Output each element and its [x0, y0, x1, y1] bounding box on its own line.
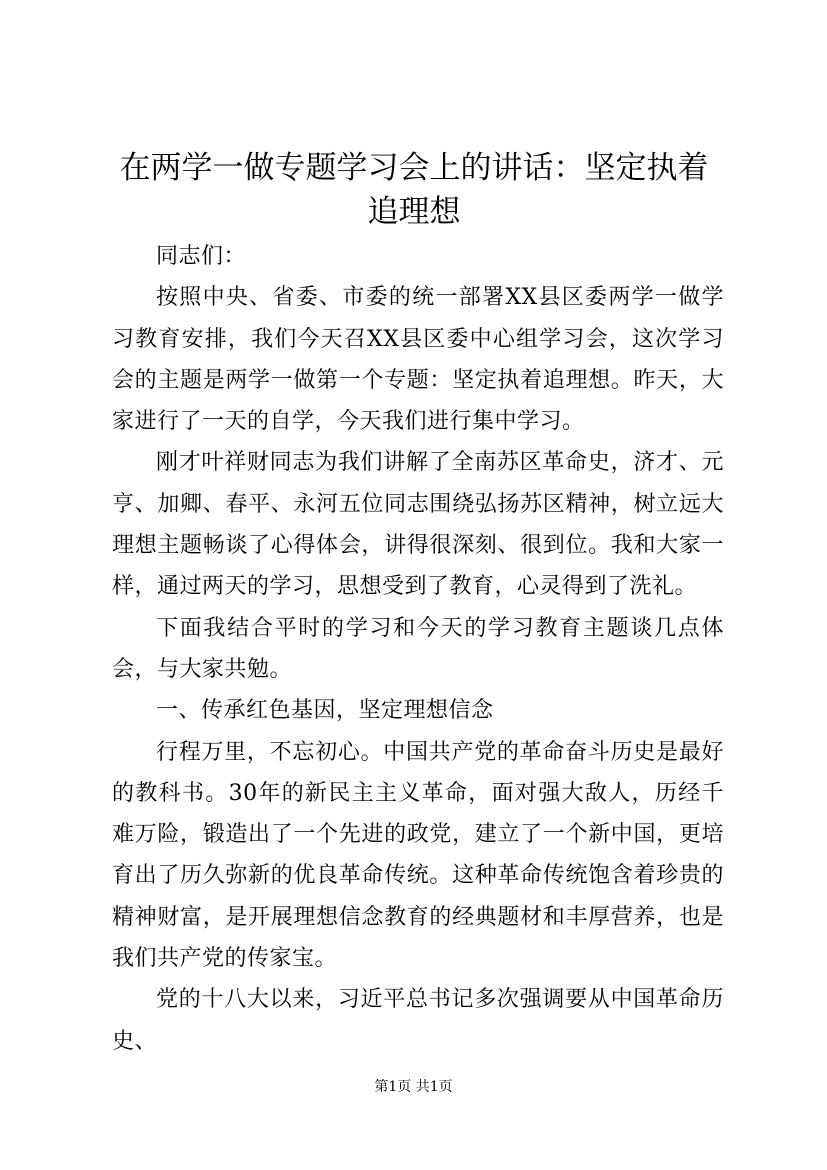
review-paragraph: 刚才叶祥财同志为我们讲解了全南苏区革命史，济才、元亨、加卿、春平、永河五位同志围绕弘扬苏区精神，树立远大理想主题畅谈了心得体会，讲得很深刻、很到位。我和大家一样，通过两天的学习，思想受到了教育，心灵得到了洗礼。 — [112, 450, 724, 600]
continuation-paragraph: 党的十八大以来，习近平总书记多次强调要从中国革命历史、 — [112, 987, 724, 1054]
section-heading: 一、传承红色基因，坚定理想信念 — [156, 698, 494, 724]
salutation-paragraph: 同志们： — [156, 244, 247, 269]
page-footer: 第1页 共1页 — [374, 1079, 453, 1095]
intro-paragraph: 按照中央、省委、市委的统一部署XX县区委两学一做学习教育安排，我们今天召XX县区委中心组学习会，这次学习会的主题是两学一做第一个专题：坚定执着追理想。昨天，大家进行了一天的自学，今天我们进行集中学习。 — [112, 285, 724, 435]
transition-paragraph: 下面我结合平时的学习和今天的学习教育主题谈几点体会，与大家共勉。 — [112, 615, 724, 682]
history-paragraph: 行程万里，不忘初心。中国共产党的革命奋斗历史是最好的教科书。30年的新民主主义革命，面对强大敌人，历经千难万险，锻造出了一个先进的政党，建立了一个新中国，更培育出了历久弥新的优良革命传统。这种革命传统饱含着珍贵的精神财富，是开展理想信念教育的经典题材和丰厚营养，也是我们共产党的传家宝。 — [112, 739, 724, 972]
document-body — [112, 236, 724, 1062]
document-title: 在两学一做专题学习会上的讲话：坚定执着追理想 — [119, 150, 709, 230]
